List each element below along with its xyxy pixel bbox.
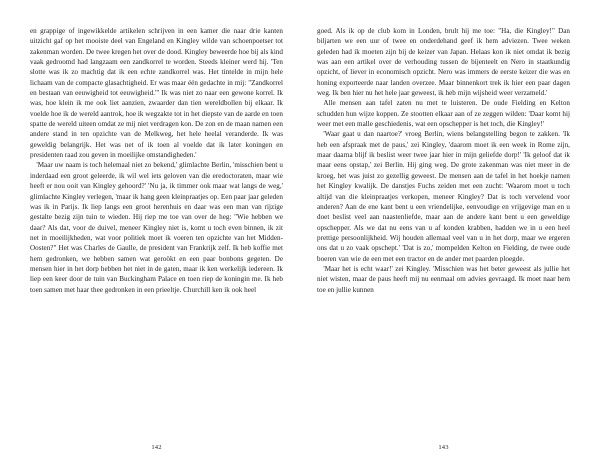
paragraph: Alle mensen aan tafel zaten nu met te luisteren. De oude Fielding en Kelton schudden hun wijze koppen. Ze stootten elkaar aan of ze zeggen wilden: 'Daar komt hij weer met een malle geschiedenis, wat een opschepper is het toch, die Kingley!': [317, 99, 570, 129]
right-page-body: [317, 26, 570, 295]
left-page: [30, 26, 283, 463]
page-number-right: 143: [438, 444, 449, 451]
paragraph: 'Maar uw naam is toch helemaal niet zo bekend,' glimlachte Berlin, 'misschien bent u inderdaad een groot geleerde, ik wil wel iets geloven van die eredoctoraten, maar wie heeft er nou ooit van Kingley gehoord?' 'Nu ja, ik timmer ook maar wat langs de weg,' glimlachte Kingley verlegen, 'maar ik hang geen kleinpraatjes op. Een paar jaar geleden was ik in Parijs. Ik liep langs een groot herenhuis en daar was een man van rijzige gestalte bezig zijn tuin te wieden. Hij riep me toe van over de heg: "Wie hebben we daar? Als dat, voor de duivel, meneer Kingley niet is, komt u toch even binnen, ik zit net in moeilijkheden, wat voor politiek moet ik voeren ten opzichte van het Midden-Oosten?" Het was Charles de Gaulle, de president van Frankrijk zelf. Ik heb koffie met hem gedronken, we hebben samen wat geroökt en een paar bonbons gegeten. De mensen hier in het dorp hebben het niet in de gaten, maar ik ken werkelijk iedereen. Ik liep een keer door de tuin van Buckingham Palace en toen riep de koningin me. Ik heb toen samen met haar thee gedronken in een prieeltje. Churchill ken ik ook heel: [30, 161, 283, 294]
paragraph: 'Waar gaat u dan naartoe?' vroeg Berlin, wiens belangstelling begon te zakken. 'Ik heb een afspraak met de paus,' zei Kingley, 'daarom moet ik een week in Rome zijn, maar daarna blijf ik beslist weer twee jaar hier in mijn geliefde dorp!' 'Ik geloof dat ik maar eens opstap,' zei Berlin. Hij ging weg. De grote zakenman was niet meer in de kroeg, het was juist zo gezellig geweest. De mensen aan de tafel in het hoekje namen het Kingley kwalijk. De danstjes Fuchs zeiden met een zucht: 'Waarom moet u toch altijd van die kleinpraatjes verkopen, meneer Kingley? Dat is toch vervelend voor anderen? Aan de ene kant bent u een vriendelijke, eenvoudige en vrijgevige man en u doet beslist veel aan naastenliefde, maar aan de andere kant bent u een geweldige opschepper. Als we dat nu eens van u af konden krabben, hadden we in u een heel prettige persoonlijkheid. Wij houden allemaal veel van u in het dorp, maar we ergeren ons dat u zo vaak opschept.' 'Dat is zo,' mompelden Kelton en Fielding, de twee oude boeren van wie de een met een tractor en de ander met paarden ploegde.: [317, 130, 570, 263]
page-gutter: [300, 0, 301, 471]
paragraph: en grappige of ingewikkelde artikelen schrijven in een kamer die naar drie kanten uitzicht gaf op het mooiste deel van Engeland en Kingley wilde van schoenpoetser tot zakenman worden. De twee kregen het over de dood. Kingley beweerde hoe bij als kind vaak gedroomd had langzaam een zandkorrel te worden. Steeds kleiner werd hij. 'Ten slotte was ik zo machtig dat ik een echte zandkorrel was. Het tintelde in mijn hele lichaam van de compacte glasachtigheid. Er was maar één gedachte in mij: "Zandkorrel en bestaan van eeuwigheid tot eeuwigheid."' Ik was niet zo naar een gewone korrel. Ik was, hoe klein ik me ook liet aanzien, zwaarder dan tien wereldbollen bij elkaar. Ik voelde hoe ik de wereld aantrok, hoe ik wegzakte tot in het diepste van de aarde en toen spatte de wereld uiteen omdat ze mij niet verdragen kon. De zon en de maan namen een andere stand in ten opzichte van de Melkweg, het hele heelal veranderde. Ik was geweldig belangrijk. Het was net of ik toen al voelde dat ik later koningen en presidenten raad zou geven in moeilijke omstandigheden.': [30, 27, 283, 160]
right-page: [317, 26, 570, 463]
paragraph: goed. Als ik op de club kom in Londen, brult hij me toe: "Ha, die Kingley!" Dan biljarten we een uur of twee en onderdehand geef ik hem adviezen. Twee weken geleden had ik moeten zijn bij de keizer van Japan. Helaas kon ik niet omdat ik bezig was aan een artikel over de verhouding tussen de bijenteelt en Nero in staatkundig opzicht, of liever in economisch opzicht. Nero was immers de eerste keizer die was en honing exporteerde naar landen overzee. Maar binnenkort trek ik hier een paar dagen weg. Ik ben hier nu het hele jaar geweest, ik heb mijn wijsheid weer verzameld.': [317, 27, 570, 98]
left-page-body: [30, 26, 283, 295]
page-number-left: 142: [151, 444, 162, 451]
paragraph: 'Maar het is echt waar!' zei Kingley. 'Misschien was het beter geweest als jullie het niet wisten, maar de paus heeft mij nu eenmaal om advies gevraagd. Ik moet naar hem toe en jullie kunnen: [317, 264, 570, 294]
